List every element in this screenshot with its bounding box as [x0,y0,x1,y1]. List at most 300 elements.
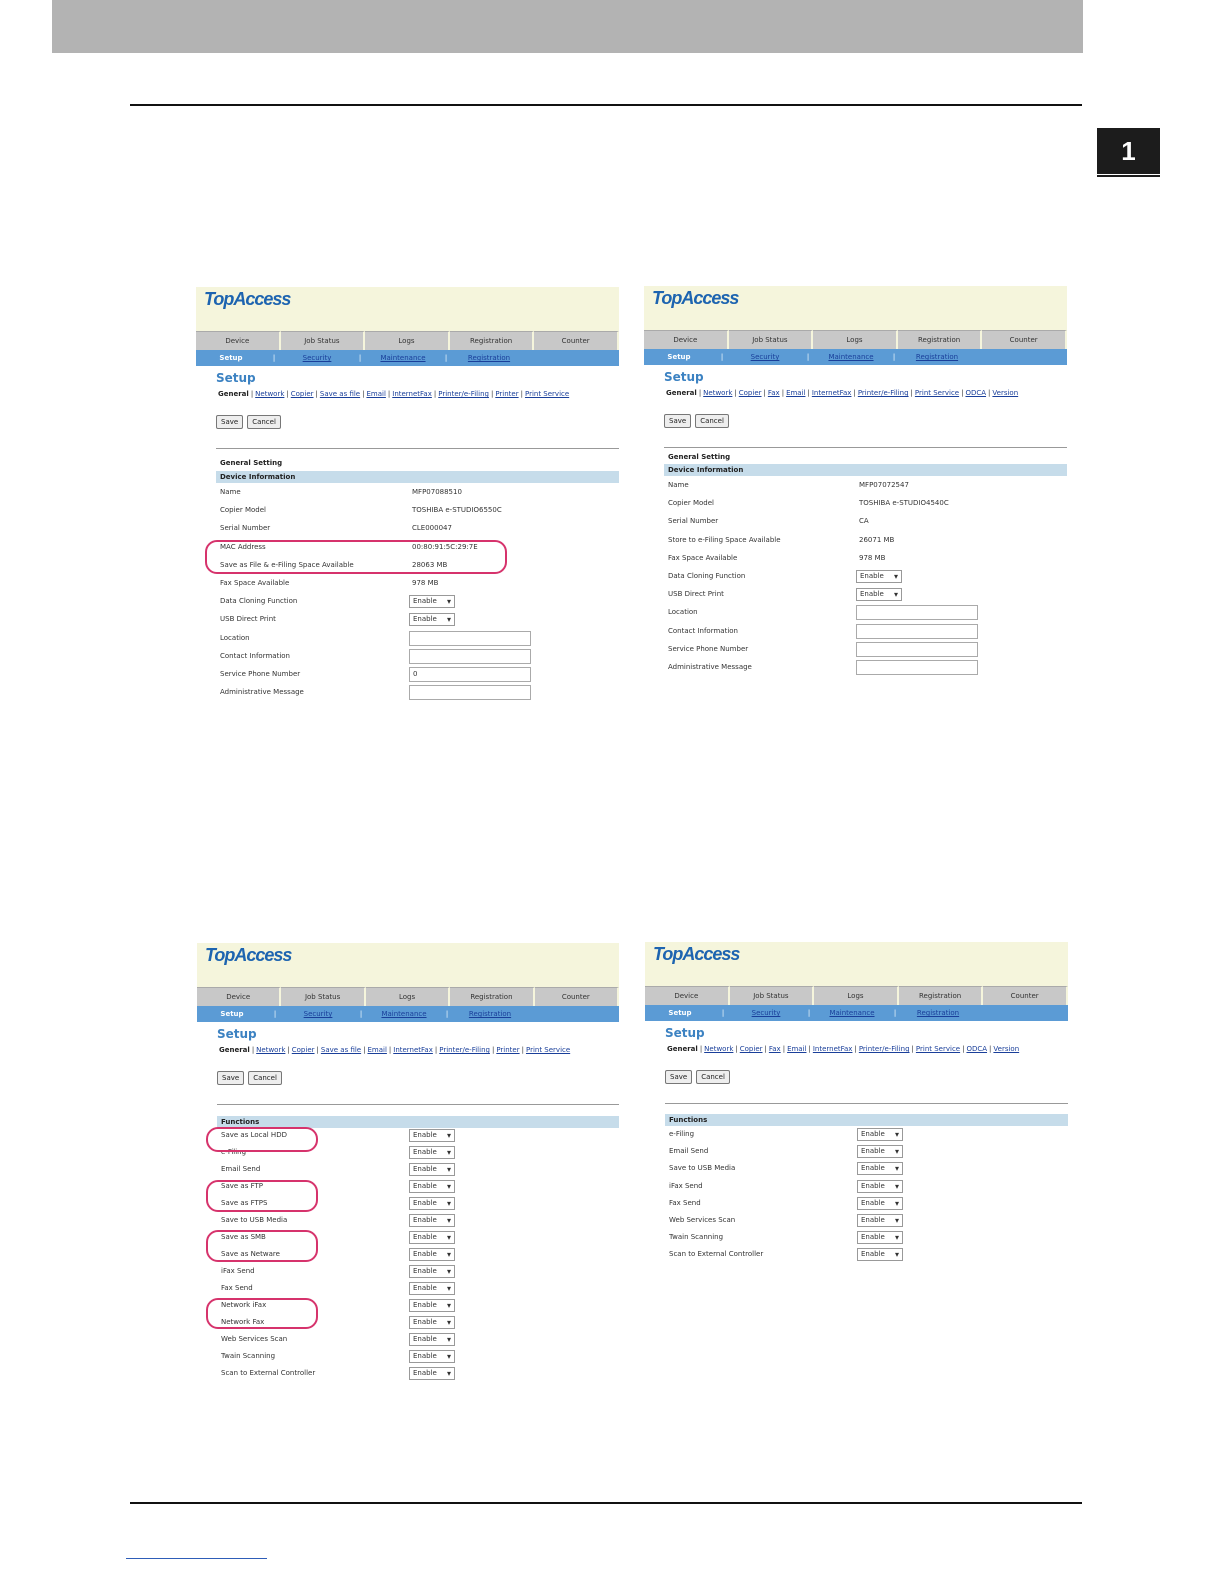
setting-row [220,685,619,701]
footer-link[interactable] [126,1558,267,1559]
setting-label: Fax Space Available [668,553,738,562]
tab-device[interactable]: Device [644,330,729,349]
setting-row [221,1162,619,1178]
tab-logs[interactable]: Logs [813,330,898,349]
submenu-fax[interactable]: Fax [767,389,780,397]
setting-row [668,514,1067,530]
submenu-copier[interactable]: Copier [739,1045,763,1053]
setting-label: Save as Netware [221,1250,280,1258]
setting-label: Network iFax [221,1301,267,1309]
save-button[interactable]: Save [217,1071,244,1085]
section-label: General Setting [668,453,731,461]
submenu-separator: | [699,1045,703,1053]
setting-input[interactable] [409,649,531,664]
subnav-separator: | [272,354,276,362]
section-header: Device Information [664,464,1067,476]
setting-label: Name [220,488,241,496]
subnav-registration[interactable]: Registration [468,1010,512,1018]
section-header: Functions [665,1114,1068,1126]
setting-select[interactable]: Enable ▾ [409,1214,455,1227]
tab-logs[interactable]: Logs [814,986,899,1005]
submenu-separator: | [362,390,365,398]
section-header: Device Information [216,471,619,483]
setting-input[interactable] [409,631,531,646]
subnav-setup[interactable]: Setup [219,354,243,362]
setting-select[interactable]: Enable ▾ [409,1129,455,1142]
chapter-tab-underline [1097,175,1160,177]
setting-label: Save to USB Media [221,1216,288,1224]
submenu-separator: | [251,1046,255,1054]
setting-select[interactable]: Enable ▾ [409,1146,455,1159]
submenu-print-service[interactable]: Print Service [524,390,570,398]
setting-value: MFP07072547 [859,481,909,489]
setting-row [220,667,619,683]
tab-device[interactable]: Device [196,331,281,350]
setting-label: Administrative Message [668,663,752,671]
submenu-printer-e-filing[interactable]: Printer/e-Filing [857,389,909,397]
setup-submenu [666,389,1067,397]
screenshot-functions-4540c [645,942,1068,1268]
submenu-separator: | [764,1045,767,1053]
setting-select[interactable]: Enable ▾ [409,1197,455,1210]
subnav-registration[interactable]: Registration [467,354,511,362]
submenu-general[interactable]: General [218,390,249,398]
setting-select[interactable]: Enable ▾ [857,1145,903,1158]
submenu-printer-e-filing[interactable]: Printer/e-Filing [439,1046,490,1054]
submenu-separator: | [808,1045,811,1053]
submenu-separator: | [388,1046,392,1054]
submenu-separator: | [315,390,318,398]
setting-select[interactable]: Enable ▾ [409,1299,455,1312]
setting-row [668,624,1067,640]
setting-row [669,1127,1068,1143]
setting-label: Name [668,481,689,489]
action-buttons [665,1070,730,1084]
setting-select[interactable]: Enable ▾ [409,1248,455,1261]
topaccess-logo: TopAccess [205,945,292,965]
submenu-save-as-file[interactable]: Save as file [319,390,361,398]
setting-input[interactable] [856,624,978,639]
highlight-save-smb [206,1230,318,1262]
subnav-security[interactable]: Security [303,1010,333,1018]
setting-row [669,1230,1068,1246]
submenu-separator: | [853,389,856,397]
page-title: Setup [216,371,256,385]
submenu-odca[interactable]: ODCA [965,389,987,397]
topaccess-banner [644,286,1067,330]
section-label: General Setting [220,459,283,467]
subnav-separator: | [444,354,448,362]
setting-row [221,1332,619,1348]
topaccess-logo: TopAccess [652,288,739,308]
cancel-button[interactable]: Cancel [247,415,281,429]
submenu-separator: | [988,389,991,397]
setting-select[interactable]: Enable ▾ [409,1350,455,1363]
setting-label: Web Services Scan [221,1335,288,1343]
setting-select[interactable]: Enable ▾ [409,1231,455,1244]
setting-label: Save as File & e-Filing Space Available [220,560,354,569]
setting-label: Contact Information [220,651,290,660]
highlight-save-ftp [206,1180,318,1212]
setting-row [668,496,1067,512]
subnav-maintenance[interactable]: Maintenance [828,353,874,361]
setting-label: Contact Information [668,626,738,635]
submenu-separator: | [698,389,702,397]
submenu-copier[interactable]: Copier [291,1046,315,1054]
submenu-separator: | [521,1046,524,1054]
setting-select[interactable]: Enable ▾ [409,1265,455,1278]
setting-row [668,642,1067,658]
topaccess-banner [645,942,1068,986]
setting-row [669,1179,1068,1195]
submenu-version[interactable]: Version [992,389,1019,397]
setting-row [220,612,619,628]
submenu-network[interactable]: Network [703,389,733,397]
submenu-separator: | [363,1046,366,1054]
action-buttons [217,1071,282,1085]
submenu-email[interactable]: Email [367,1046,387,1054]
tab-job-status[interactable]: Job Status [281,331,366,350]
setting-value: CLE000047 [412,524,452,533]
setting-row [668,478,1067,494]
setting-label: Copier Model [220,506,266,515]
setting-row [669,1196,1068,1212]
subnav-separator: | [807,1009,811,1017]
submenu-print-service[interactable]: Print Service [525,1046,571,1054]
cancel-button[interactable]: Cancel [248,1071,282,1085]
highlight-network-fax [206,1298,318,1329]
setting-row [220,503,619,519]
setting-label: Data Cloning Function [220,597,298,606]
setting-select[interactable]: Enable ▾ [409,595,455,608]
subnav-maintenance[interactable]: Maintenance [829,1009,875,1017]
submenu-separator: | [433,390,437,398]
section-divider [216,448,619,449]
cancel-button[interactable]: Cancel [696,1070,730,1084]
submenu-email[interactable]: Email [366,390,386,398]
section-divider [664,447,1067,448]
submenu-separator: | [434,1046,438,1054]
setting-value: 978 MB [859,553,886,562]
subnav-separator: | [273,1010,277,1018]
setting-select[interactable]: Enable ▾ [409,1316,455,1329]
tab-registration[interactable]: Registration [899,986,984,1005]
subnav-security[interactable]: Security [751,1009,781,1017]
setting-select[interactable]: Enable ▾ [409,1333,455,1346]
subnav-separator: | [721,1009,725,1017]
setting-label: Service Phone Number [668,644,749,653]
subnav-separator: | [892,353,896,361]
setup-submenu [219,1046,619,1054]
sub-navigation [197,1006,619,1022]
submenu-network[interactable]: Network [704,1045,734,1053]
submenu-separator: | [734,389,737,397]
setting-value: TOSHIBA e-STUDIO6550C [412,506,502,515]
main-tabs [644,330,1067,349]
setting-select[interactable]: Enable ▾ [409,1163,455,1176]
submenu-separator: | [807,389,810,397]
setting-label: Scan to External Controller [221,1369,316,1377]
subnav-maintenance[interactable]: Maintenance [381,1010,427,1018]
section-divider [665,1103,1068,1104]
footer-rule [130,1502,1082,1504]
highlight-mac-address [205,540,507,574]
submenu-separator: | [250,390,254,398]
submenu-internetfax[interactable]: InternetFax [811,389,852,397]
setting-label: MAC Address [220,542,266,551]
setting-label: USB Direct Print [668,590,724,599]
setting-select[interactable]: Enable ▾ [857,1128,903,1141]
setting-row [669,1213,1068,1229]
setting-label: Twain Scanning [221,1352,276,1360]
subnav-security[interactable]: Security [302,354,332,362]
setting-input[interactable] [856,660,978,675]
submenu-copier[interactable]: Copier [738,389,762,397]
setting-label: Save as SMB [221,1233,266,1241]
setting-select[interactable]: Enable ▾ [857,1231,903,1244]
submenu-separator: | [520,390,523,398]
setting-label: e-Filing [669,1130,695,1138]
submenu-general[interactable]: General [666,389,697,397]
setting-row [669,1161,1068,1177]
setup-submenu [667,1045,1068,1053]
submenu-network[interactable]: Network [256,1046,286,1054]
action-buttons [664,414,729,428]
setting-value: TOSHIBA e-STUDIO4540C [859,499,949,508]
section-divider [217,1104,619,1105]
tab-device[interactable]: Device [197,987,281,1006]
setting-value: 00:80:91:5C:29:7E [412,542,478,551]
subnav-separator: | [893,1009,897,1017]
setting-row [220,649,619,665]
section-header: Functions [217,1116,619,1128]
setup-submenu [218,390,619,398]
submenu-separator: | [763,389,766,397]
subnav-maintenance[interactable]: Maintenance [380,354,426,362]
setting-row [220,594,619,610]
submenu-print-service[interactable]: Print Service [915,1045,961,1053]
subnav-setup[interactable]: Setup [220,1010,244,1018]
subnav-separator: | [358,354,362,362]
setting-label: Location [668,608,698,617]
submenu-separator: | [782,1045,786,1053]
submenu-network[interactable]: Network [255,390,285,398]
setting-select[interactable]: Enable ▾ [409,1180,455,1193]
submenu-separator: | [854,1045,857,1053]
main-tabs [645,986,1068,1005]
setting-input[interactable] [856,605,978,620]
setting-row [668,551,1067,567]
subnav-setup[interactable]: Setup [668,1009,692,1017]
setting-label: iFax Send [669,1181,703,1190]
tab-counter[interactable]: Counter [535,987,619,1006]
page-title: Setup [664,370,704,384]
setting-select[interactable]: Enable ▾ [409,1367,455,1380]
submenu-print-service[interactable]: Print Service [914,389,960,397]
submenu-printer-e-filing[interactable]: Printer/e-Filing [438,390,489,398]
setting-label: Data Cloning Function [668,572,746,580]
setting-label: Service Phone Number [220,670,301,678]
save-button[interactable]: Save [216,415,243,429]
setting-label: USB Direct Print [220,615,276,624]
submenu-separator: | [781,389,785,397]
setting-label: Network Fax [221,1318,265,1326]
setting-row [220,521,619,537]
subnav-separator: | [806,353,810,361]
sub-navigation [644,349,1067,365]
submenu-separator: | [490,390,494,398]
tab-device[interactable]: Device [645,986,730,1005]
submenu-general[interactable]: General [219,1046,250,1054]
tab-counter[interactable]: Counter [983,986,1068,1005]
setting-input[interactable]: 0 [409,667,531,682]
submenu-separator: | [286,390,289,398]
submenu-odca[interactable]: ODCA [966,1045,988,1053]
sub-navigation [196,350,619,366]
setting-label: Email Send [221,1165,261,1173]
page-title: Setup [217,1027,257,1041]
setting-label: Save as Local HDD [221,1131,287,1139]
setting-label: Store to e-Filing Space Available [668,535,781,544]
submenu-separator: | [491,1046,495,1054]
sub-navigation [645,1005,1068,1021]
setting-select[interactable]: Enable ▾ [857,1248,903,1261]
setting-select[interactable]: Enable ▾ [857,1180,903,1193]
setting-select[interactable]: Enable ▾ [409,613,455,626]
setting-row [221,1213,619,1229]
setting-input[interactable] [856,642,978,657]
setting-row [220,631,619,647]
subnav-separator: | [359,1010,363,1018]
setting-value: 978 MB [412,579,439,587]
setting-row [220,485,619,501]
topaccess-banner [197,943,619,987]
cancel-button[interactable]: Cancel [695,414,729,428]
tab-job-status[interactable]: Job Status [281,987,365,1006]
submenu-separator: | [387,390,391,398]
setting-label: Location [220,633,250,642]
setting-label: Fax Send [221,1284,253,1292]
tab-job-status[interactable]: Job Status [730,986,815,1005]
subnav-registration[interactable]: Registration [915,353,959,361]
tab-job-status[interactable]: Job Status [729,330,814,349]
submenu-separator: | [962,1045,965,1053]
subnav-security[interactable]: Security [750,353,780,361]
submenu-version[interactable]: Version [993,1045,1020,1053]
setting-label: Scan to External Controller [669,1250,764,1259]
setting-select[interactable]: Enable ▾ [409,1282,455,1295]
setting-label: Fax Send [669,1198,701,1207]
header-band [52,0,1083,53]
setting-label: Save as FTPS [221,1199,268,1207]
submenu-copier[interactable]: Copier [290,390,314,398]
tab-counter[interactable]: Counter [534,331,619,350]
setting-row [221,1349,619,1365]
main-tabs [196,331,619,350]
setting-label: iFax Send [221,1267,255,1275]
setting-label: Save to USB Media [669,1164,736,1173]
submenu-separator: | [961,389,964,397]
topaccess-banner [196,287,619,331]
submenu-internetfax[interactable]: InternetFax [392,390,432,398]
setting-label: Fax Space Available [220,579,290,587]
setting-row [668,660,1067,676]
submenu-separator: | [316,1046,319,1054]
setting-label: Copier Model [668,499,714,508]
submenu-save-as-file[interactable]: Save as file [320,1046,362,1054]
setting-select[interactable]: Enable ▾ [857,1214,903,1227]
chapter-tab: 1 [1097,128,1160,174]
setting-row [221,1264,619,1280]
submenu-email[interactable]: Email [786,389,806,397]
submenu-printer[interactable]: Printer [496,1046,520,1054]
setting-row [668,605,1067,621]
setting-input[interactable] [409,685,531,700]
setting-select[interactable]: Enable ▾ [857,1162,903,1175]
tab-registration[interactable]: Registration [450,987,534,1006]
main-tabs [197,987,619,1006]
save-button[interactable]: Save [664,414,691,428]
tab-logs[interactable]: Logs [365,331,450,350]
tab-registration[interactable]: Registration [450,331,535,350]
submenu-separator: | [910,389,913,397]
tab-registration[interactable]: Registration [898,330,983,349]
setting-value: 26071 MB [859,535,895,544]
submenu-printer-e-filing[interactable]: Printer/e-Filing [858,1045,910,1053]
setting-row [220,576,619,592]
screenshot-general-4540c [644,286,1067,678]
tab-counter[interactable]: Counter [982,330,1067,349]
setting-label: Administrative Message [220,688,304,697]
submenu-separator: | [911,1045,914,1053]
setting-row [669,1144,1068,1160]
setting-label: Web Services Scan [669,1216,736,1224]
setting-select[interactable]: Enable ▾ [857,1197,903,1210]
setting-value: 28063 MB [412,560,448,569]
submenu-printer[interactable]: Printer [495,390,519,398]
setting-select[interactable]: Enable ▾ [856,570,902,583]
setting-row [668,569,1067,585]
setting-row [669,1247,1068,1263]
subnav-separator: | [445,1010,449,1018]
setting-label: e-Filing [221,1148,247,1156]
submenu-general[interactable]: General [667,1045,698,1053]
setting-label: Save as FTP [221,1182,263,1190]
tab-logs[interactable]: Logs [366,987,450,1006]
setting-select[interactable]: Enable ▾ [856,588,902,601]
action-buttons [216,415,281,429]
submenu-internetfax[interactable]: InternetFax [812,1045,853,1053]
setting-row [668,533,1067,549]
save-button[interactable]: Save [665,1070,692,1084]
submenu-separator: | [287,1046,290,1054]
setting-label: Email Send [669,1147,709,1156]
setting-row [221,1366,619,1382]
page-title: Setup [665,1026,705,1040]
submenu-email[interactable]: Email [787,1045,807,1053]
setting-label: Twain Scanning [669,1233,724,1242]
highlight-save-local-hdd [206,1127,318,1152]
submenu-separator: | [989,1045,992,1053]
subnav-setup[interactable]: Setup [667,353,691,361]
setting-value: CA [859,517,869,526]
topaccess-logo: TopAccess [204,289,291,309]
submenu-fax[interactable]: Fax [768,1045,781,1053]
setting-label: Serial Number [220,524,271,533]
setting-row [221,1281,619,1297]
submenu-internetfax[interactable]: InternetFax [393,1046,433,1054]
subnav-registration[interactable]: Registration [916,1009,960,1017]
